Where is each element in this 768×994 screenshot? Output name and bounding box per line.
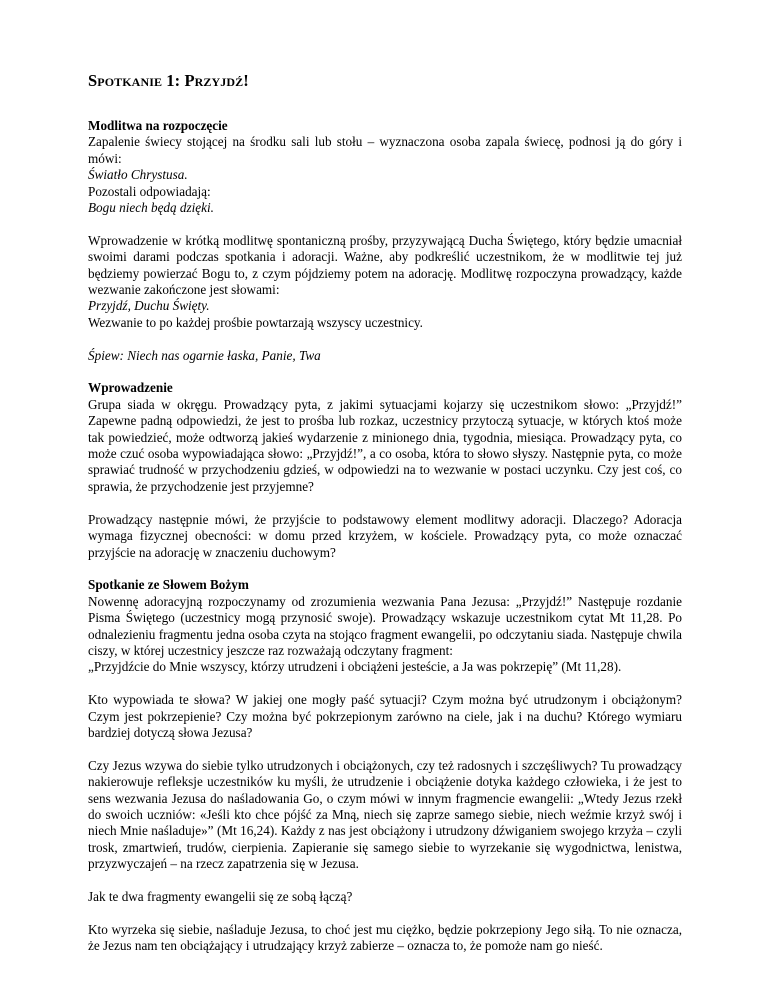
paragraph: Kto wypowiada te słowa? W jakiej one mogły paść sytuacji? Czym można być utrudzonym i obciążonym? Czym jest pokrzepienie? Czy można być pokrzepionym zarówno na ciele, jak i na duchu? Którego wymiaru bardziej dotyczą słowa Jezusa? bbox=[88, 692, 682, 740]
paragraph: Nowennę adoracyjną rozpoczynamy od zrozumienia wezwania Pana Jezusa: „Przyjdź!” Następuje rozdanie Pisma Świętego (uczestnicy mogą przynosić swoje). Prowadzący wskazuje uczestnikom cytat Mt 11,28. Po odnalezieniu fragmentu jedna osoba czyta na stojąco fragment ewangelii, po odczytaniu siada. Następuje chwila ciszy, w której uczestnicy jeszcze raz rozważają odczytany fragment: bbox=[88, 593, 682, 658]
section-prayer-introduction bbox=[88, 233, 682, 331]
section-introduction bbox=[88, 380, 682, 495]
scripture-quote: „Przyjdźcie do Mnie wszyscy, którzy utrudzeni i obciążeni jesteście, a Ja was pokrzepię” (Mt 11,28). bbox=[88, 659, 622, 675]
paragraph: Jak te dwa fragmenty ewangelii się ze sobą łączą? bbox=[88, 888, 353, 904]
section-opening-prayer bbox=[88, 118, 682, 216]
paragraph: Grupa siada w okręgu. Prowadzący pyta, z jakimi sytuacjami kojarzy się uczestnikom słowo: „Przyjdź!” Zapewne padną odpowiedzi, że jest to prośba lub rozkaz, uczestnicy przytoczą sytuacje, w których ktoś może tak powiedzieć, może odtworzą jakieś wydarzenie z minionego dnia, tygodnia, miesiąca. Prowadzący pyta, co może czuć osoba wypowiadająca słowo: „Przyjdź!”, a co osoba, która to słowo słyszy. Następnie pyta, co może sprawiać trudność w przychodzeniu gdzieś, w odpowiedzi na to wezwanie w postaci uczynku. Czy jest coś, co sprawia, że przychodzenie jest przyjemne? bbox=[88, 396, 682, 494]
section-heading: Modlitwa na rozpoczęcie bbox=[88, 118, 228, 133]
song-line: Śpiew: Niech nas ogarnie łaska, Panie, Twa bbox=[88, 347, 321, 363]
paragraph: Zapalenie świecy stojącej na środku sali lub stołu – wyznaczona osoba zapala świecę, podnosi ją do góry i mówi: bbox=[88, 134, 682, 166]
invocation: Przyjdź, Duchu Święty. bbox=[88, 298, 210, 314]
prayer-call: Światło Chrystusa. bbox=[88, 167, 188, 183]
paragraph: Pozostali odpowiadają: bbox=[88, 183, 211, 199]
section-heading: Spotkanie ze Słowem Bożym bbox=[88, 577, 249, 593]
section-word-of-god bbox=[88, 577, 682, 675]
paragraph: Czy Jezus wzywa do siebie tylko utrudzonych i obciążonych, czy też radosnych i szczęśliwych? Tu prowadzący nakierowuje refleksje uczestników ku myśli, że utrudzenie i obciążenie dotyka każdego człowieka, i że jest to sens wezwania Jezusa do naśladowania Go, o czym mówi w innym fragmencie ewangelii: „Wtedy Jezus rzekł do swoich uczniów: «Jeśli kto chce pójść za Mną, niech się zaprze samego siebie, niech weźmie krzyż swój i niech Mnie naśladuje»” (Mt 16,24). Każdy z nas jest obciążony i utrudzony dźwiganiem swojego krzyża – czyli trosk, zmartwień, trudów, cierpienia. Zapieranie się samego siebie to wyrzekanie się wygodnictwa, lenistwa, przyzwyczajeń – na rzecz zapatrzenia się w Jezusa. bbox=[88, 757, 682, 872]
paragraph: Prowadzący następnie mówi, że przyjście to podstawowy element modlitwy adoracji. Dlaczego? Adoracja wymaga fizycznej obecności: w domu przed krzyżem, w kościele. Prowadzący pyta, co może oznaczać przyjście na adorację w znaczeniu duchowym? bbox=[88, 511, 682, 560]
section-heading: Wprowadzenie bbox=[88, 380, 173, 396]
paragraph: Wezwanie to po każdej prośbie powtarzają wszyscy uczestnicy. bbox=[88, 314, 423, 330]
paragraph: Kto wyrzeka się siebie, naśladuje Jezusa, to choć jest mu ciężko, będzie pokrzepiony Jego siłą. To nie oznacza, że Jezus nam ten obciążający i utrudzający krzyż zabierze – oznacza to, że pomoże nam go nieść. bbox=[88, 921, 682, 954]
prayer-response: Bogu niech będą dzięki. bbox=[88, 200, 214, 216]
page-title: Spotkanie 1: Przyjdź! bbox=[88, 71, 249, 90]
paragraph: Wprowadzenie w krótką modlitwę spontaniczną prośby, przyzywającą Ducha Świętego, który będzie umacniał swoimi darami podczas spotkania i adoracji. Ważne, aby podkreślić uczestnikom, że w modlitwie tej już będziemy powierzać Bogu to, z czym pójdziemy potem na adorację. Modlitwę rozpoczyna prowadzący, każde wezwanie zakończone jest słowami: bbox=[88, 232, 682, 298]
